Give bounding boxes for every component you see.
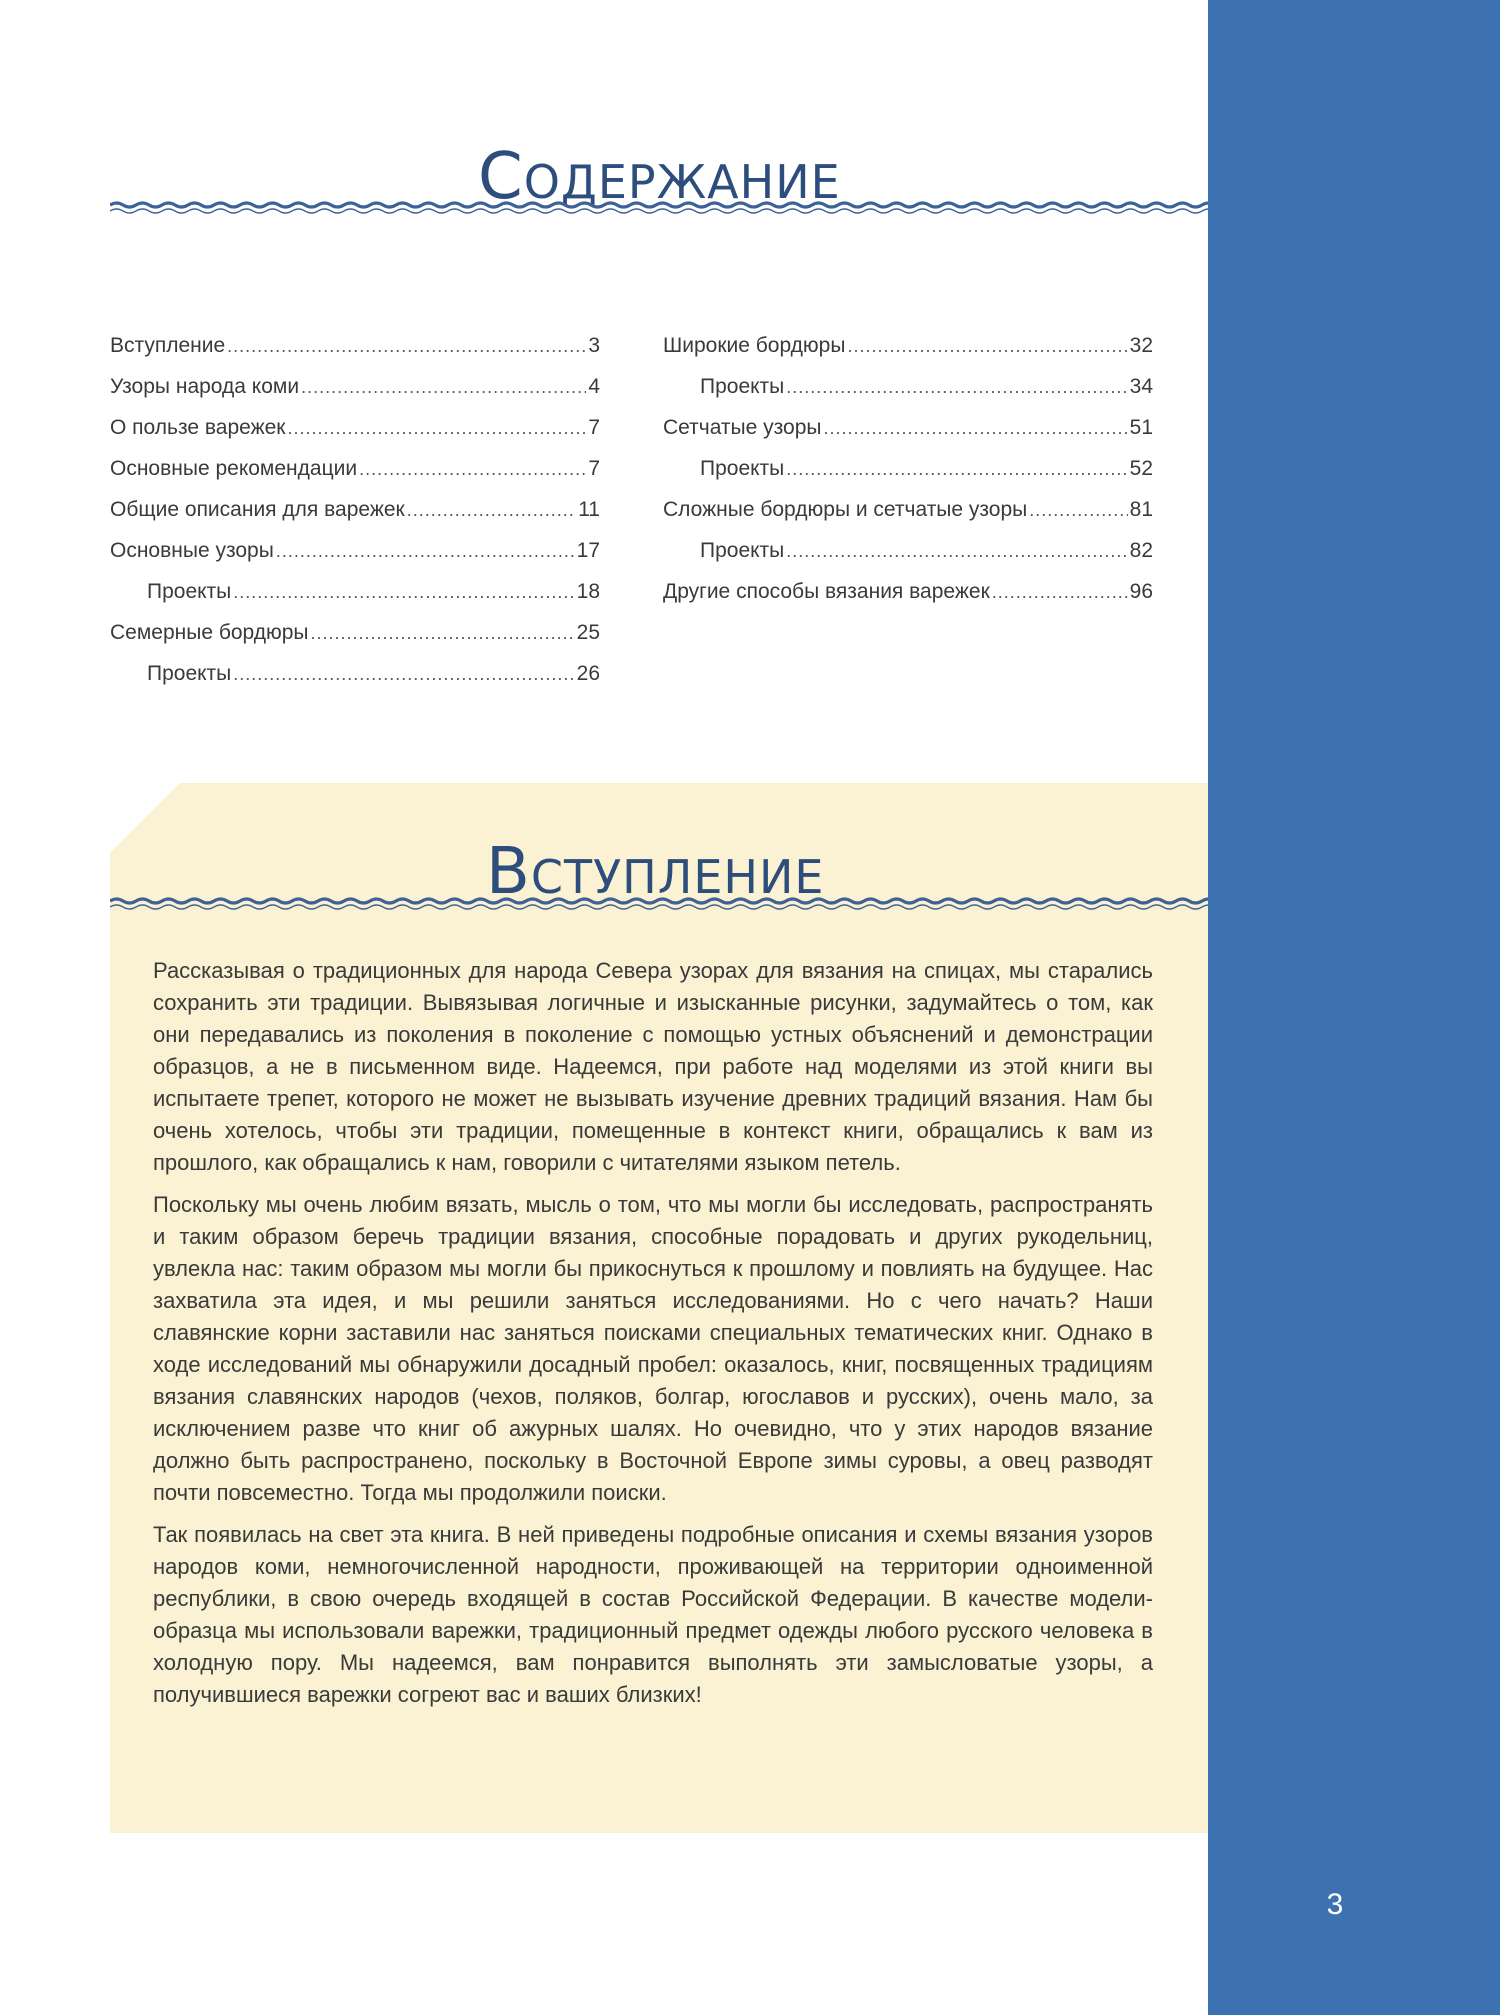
toc-entry-title: Вступление (110, 334, 226, 357)
toc-entry-title: О пользе варежек (110, 416, 286, 439)
toc-entry-page: 3 (588, 334, 600, 357)
toc-entry-title: Проекты (147, 662, 232, 685)
intro-paragraph: Так появилась на свет эта книга. В ней приведены подробные описания и схемы вязания узоров народов коми, немногочисленной народности, проживающей на территории одноименной республики, в свою очередь входящей в состав Российской Федерации. В качестве модели-образца мы использовали варежки, традиционный предмет одежды любого русского человека в холодную пору. Мы надеемся, вам понравится выполнять эти замысловатые узоры, а получившиеся варежки согреют вас и ваших близких! (153, 1522, 1153, 1707)
toc-entry-title: Проекты (147, 580, 232, 603)
toc-entry[interactable] (110, 658, 600, 699)
wave-line (110, 203, 1208, 207)
toc-entry[interactable] (663, 453, 1153, 494)
wave-line (110, 905, 1208, 909)
intro-text (153, 955, 1153, 1721)
toc-entry-page: 82 (1129, 539, 1153, 562)
wave-divider-contents (110, 197, 1208, 217)
toc-entry-title: Семерные бордюры (110, 621, 309, 644)
toc-entry[interactable] (663, 412, 1153, 453)
toc-entry[interactable] (663, 330, 1153, 371)
toc-entry-page: 17 (576, 539, 600, 562)
toc-entry-page: 18 (576, 580, 600, 603)
contents-title-initial: С (478, 140, 524, 214)
toc-leader-dots (311, 617, 575, 649)
intro-title-rest: СТУПЛЕНИЕ (530, 850, 825, 904)
contents-title-rest: ОДЕРЖАНИЕ (523, 155, 841, 209)
toc-right-column (663, 330, 1153, 617)
toc-entry-page: 81 (1129, 498, 1153, 521)
toc-left-column (110, 330, 600, 699)
toc-entry-title: Общие описания для варежек (110, 498, 405, 521)
toc-entry-title: Проекты (700, 539, 785, 562)
intro-paragraph: Рассказывая о традиционных для народа Севера узорах для вязания на спицах, мы старались сохранить эти традиции. Вывязывая логичные и изысканные рисунки, задумайтесь о том, как они передавались из поколения в поколение с помощью устных объяснений и демонстрации образцов, а не в письменном виде. Надеемся, при работе над моделями из этой книги вы испытаете трепет, которого не может не вызывать изучение древних традиций вязания. Нам бы очень хотелось, чтобы эти традиции, помещенные в контекст книги, обращались к вам из прошлого, как обращались к нам, говорили с читателями языком петель. (153, 958, 1153, 1175)
toc-leader-dots (233, 576, 574, 608)
toc-entry[interactable] (110, 494, 600, 535)
toc-entry-page: 7 (588, 416, 600, 439)
intro-title-initial: В (486, 835, 531, 909)
toc-leader-dots (992, 576, 1128, 608)
intro-paragraph: Поскольку мы очень любим вязать, мысль о том, что мы могли бы исследовать, распространять и таким образом беречь традиции вязания, способные порадовать и других рукодельниц, увлекла нас: таким образом мы могли бы прикоснуться к прошлому и повлиять на будущее. Нас захватила эта идея, и мы решили заняться исследованиями. Но с чего начать? Наши славянские корни заставили нас заняться поисками специальных тематических книг. Однако в ходе исследований мы обнаружили досадный пробел: оказалось, книг, посвященных традициям вязания славянских народов (чехов, поляков, болгар, югославов и русских), очень мало, за исключением разве что книг об ажурных шалях. Но очевидно, что у этих народов вязание должно быть распространено, поскольку в Восточной Европе зимы суровы, а овец разводят почти повсеместно. Тогда мы продолжили поиски. (153, 1192, 1153, 1505)
toc-entry-title: Основные рекомендации (110, 457, 358, 480)
toc-entry-page: 4 (588, 375, 600, 398)
toc-entry[interactable] (110, 535, 600, 576)
toc-entry-page: 52 (1129, 457, 1153, 480)
toc-entry-title: Сложные бордюры и сетчатые узоры (663, 498, 1028, 521)
toc-entry-title: Основные узоры (110, 539, 274, 562)
toc-leader-dots (276, 535, 575, 567)
toc-entry-page: 26 (576, 662, 600, 685)
toc-entry[interactable] (110, 371, 600, 412)
toc-entry-title: Проекты (700, 375, 785, 398)
toc-entry-title: Широкие бордюры (663, 334, 846, 357)
toc-leader-dots (1029, 494, 1127, 526)
toc-entry-page: 32 (1129, 334, 1153, 357)
wave-line (110, 899, 1208, 903)
toc-leader-dots (824, 412, 1128, 444)
toc-leader-dots (407, 494, 576, 526)
toc-entry[interactable] (110, 617, 600, 658)
page-number: 3 (1326, 1888, 1344, 1921)
toc-leader-dots (233, 658, 574, 690)
side-color-bar (1208, 0, 1500, 2015)
toc-leader-dots (288, 412, 587, 444)
toc-entry-page: 34 (1129, 375, 1153, 398)
toc-leader-dots (227, 330, 586, 362)
toc-entry[interactable] (663, 576, 1153, 617)
toc-entry-page: 25 (576, 621, 600, 644)
toc-leader-dots (786, 371, 1127, 403)
toc-entry[interactable] (110, 330, 600, 371)
toc-entry-title: Проекты (700, 457, 785, 480)
toc-entry[interactable] (110, 576, 600, 617)
toc-entry-page: 11 (578, 498, 600, 521)
toc-leader-dots (301, 371, 586, 403)
toc-entry[interactable] (110, 412, 600, 453)
wave-divider-intro (110, 893, 1208, 913)
toc-entry[interactable] (663, 371, 1153, 412)
toc-entry-title: Узоры народа коми (110, 375, 300, 398)
toc-entry[interactable] (663, 494, 1153, 535)
toc-entry[interactable] (110, 453, 600, 494)
toc-entry-title: Сетчатые узоры (663, 416, 822, 439)
wave-line (110, 209, 1208, 213)
toc-entry-page: 96 (1129, 580, 1153, 603)
toc-leader-dots (359, 453, 586, 485)
toc-leader-dots (786, 535, 1127, 567)
toc-entry[interactable] (663, 535, 1153, 576)
toc-entry-page: 7 (588, 457, 600, 480)
toc-leader-dots (786, 453, 1127, 485)
toc-entry-title: Другие способы вязания варежек (663, 580, 990, 603)
toc-leader-dots (847, 330, 1127, 362)
toc-entry-page: 51 (1129, 416, 1153, 439)
